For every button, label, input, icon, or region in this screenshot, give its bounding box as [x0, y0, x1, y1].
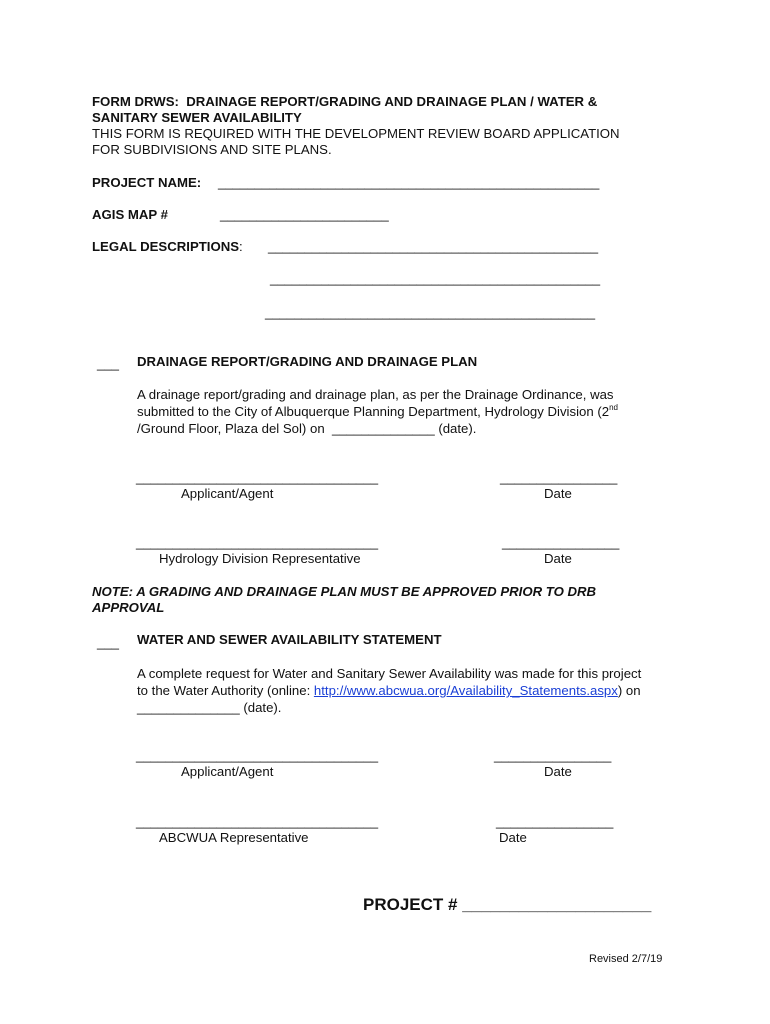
- water-paragraph-line-3: ______________ (date).: [137, 700, 282, 715]
- water-applicant-date-label: Date: [544, 764, 572, 779]
- form-title-line-1: FORM DRWS: DRAINAGE REPORT/GRADING AND DRAINAGE PLAN / WATER &: [92, 94, 598, 109]
- availability-statements-link[interactable]: http://www.abcwua.org/Availability_Statements.aspx: [313, 683, 618, 698]
- revision-date: Revised 2/7/19: [589, 953, 663, 965]
- abcwua-date-label: Date: [499, 830, 527, 845]
- legal-description-field-3[interactable]: _____________________________________________: [265, 305, 596, 320]
- water-paragraph-line-2-end: ) on: [617, 683, 641, 698]
- abcwua-signature-line[interactable]: _________________________________: [136, 814, 379, 829]
- drainage-paragraph-line-1: A drainage report/grading and drainage plan, as per the Drainage Ordinance, was: [137, 387, 614, 402]
- form-notice-line-2: FOR SUBDIVISIONS AND SITE PLANS.: [92, 142, 332, 157]
- water-heading: WATER AND SEWER AVAILABILITY STATEMENT: [137, 632, 442, 647]
- water-applicant-signature-line[interactable]: _________________________________: [136, 748, 379, 763]
- hydrology-date-label: Date: [544, 551, 572, 566]
- approval-note-line-2: APPROVAL: [92, 600, 165, 615]
- project-name-label: PROJECT NAME:: [92, 175, 202, 190]
- drainage-paragraph-line-2-text: submitted to the City of Albuquerque Planning Department, Hydrology Division (2: [137, 404, 610, 419]
- drainage-checkbox[interactable]: ___: [97, 356, 120, 371]
- drainage-paragraph-line-3: /Ground Floor, Plaza del Sol) on ______________ (date).: [137, 421, 477, 436]
- abcwua-date-line[interactable]: ________________: [496, 814, 614, 829]
- approval-note-line-1: NOTE: A GRADING AND DRAINAGE PLAN MUST BE APPROVED PRIOR TO DRB: [92, 584, 597, 599]
- form-notice-line-1: THIS FORM IS REQUIRED WITH THE DEVELOPMENT REVIEW BOARD APPLICATION: [92, 126, 620, 141]
- project-name-field[interactable]: ____________________________________________________: [218, 175, 600, 190]
- project-number-field[interactable]: PROJECT # ____________________: [363, 895, 652, 914]
- legal-descriptions-label: [92, 239, 243, 255]
- drainage-applicant-signature-line[interactable]: _________________________________: [136, 470, 379, 485]
- water-paragraph-line-1: A complete request for Water and Sanitary Sewer Availability was made for this project: [137, 666, 642, 681]
- drainage-paragraph-line-2: [137, 404, 618, 420]
- drainage-superscript: nd: [609, 403, 618, 412]
- agis-map-label: AGIS MAP #: [92, 207, 168, 222]
- water-paragraph-line-2-text: to the Water Authority (online:: [137, 683, 314, 698]
- legal-descriptions-colon: :: [239, 239, 243, 254]
- drainage-applicant-label: Applicant/Agent: [181, 486, 274, 501]
- legal-description-field-2[interactable]: _____________________________________________: [270, 271, 601, 286]
- legal-descriptions-text: LEGAL DESCRIPTIONS: [92, 239, 240, 254]
- water-paragraph-line-2: [137, 683, 641, 699]
- drainage-heading: DRAINAGE REPORT/GRADING AND DRAINAGE PLAN: [137, 354, 478, 369]
- drainage-applicant-date-label: Date: [544, 486, 572, 501]
- abcwua-representative-label: ABCWUA Representative: [159, 830, 309, 845]
- agis-map-field[interactable]: _______________________: [220, 207, 389, 222]
- form-title-line-2: SANITARY SEWER AVAILABILITY: [92, 110, 302, 125]
- hydrology-date-line[interactable]: ________________: [502, 535, 620, 550]
- water-checkbox[interactable]: ___: [97, 635, 120, 650]
- hydrology-representative-label: Hydrology Division Representative: [159, 551, 361, 566]
- legal-description-field-1[interactable]: _____________________________________________: [268, 239, 599, 254]
- water-applicant-label: Applicant/Agent: [181, 764, 274, 779]
- hydrology-signature-line[interactable]: _________________________________: [136, 535, 379, 550]
- drainage-applicant-date-line[interactable]: ________________: [500, 470, 618, 485]
- water-applicant-date-line[interactable]: ________________: [494, 748, 612, 763]
